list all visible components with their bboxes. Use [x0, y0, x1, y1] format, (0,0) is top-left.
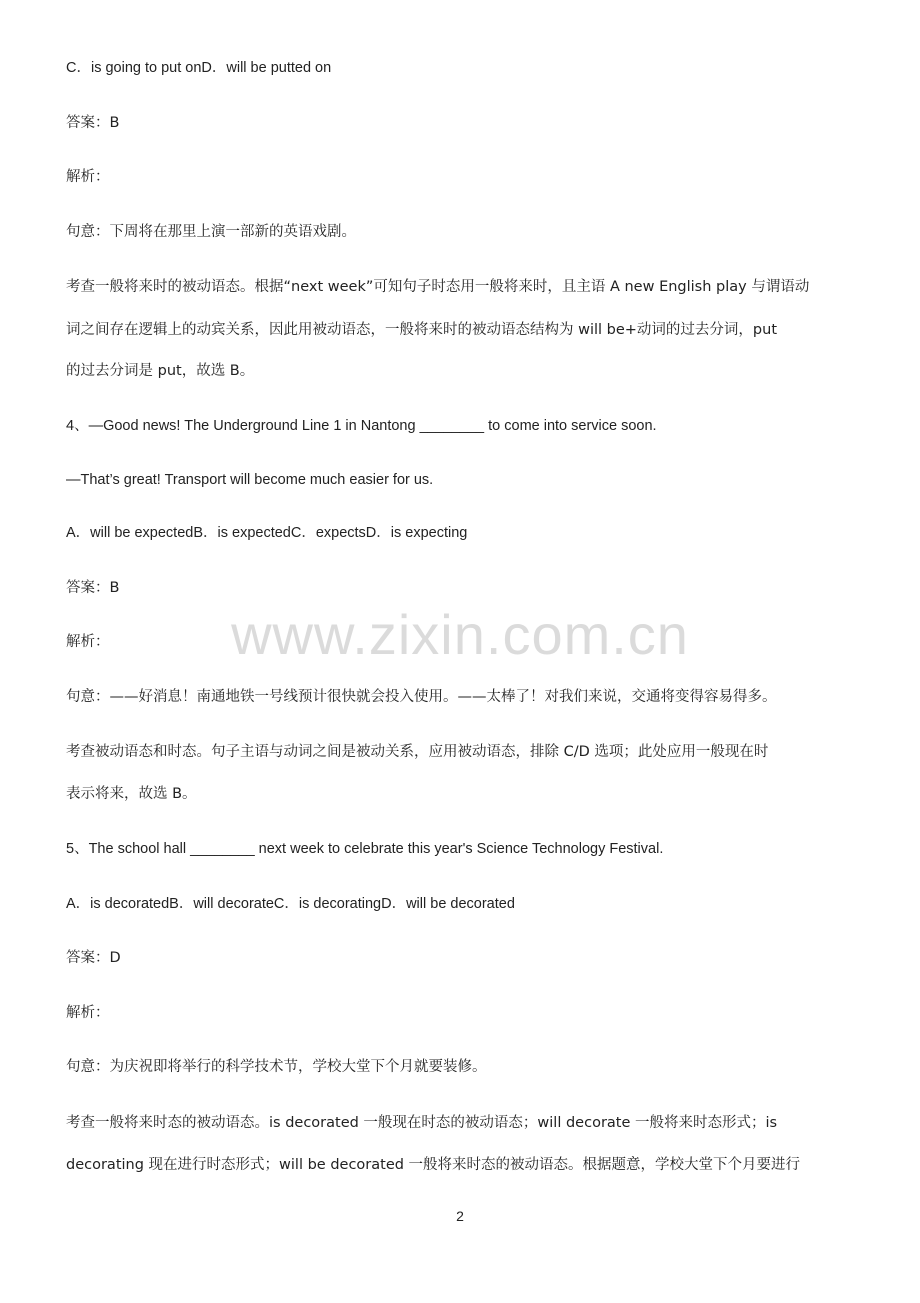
- explanation-q3-line-3: 的过去分词是 put，故选 B。: [66, 363, 255, 379]
- question-5-stem: 5、The school hall ________ next week to celebrate this year's Science Technology Festival.: [66, 841, 664, 857]
- translation-q3: 句意：下周将在那里上演一部新的英语戏剧。: [66, 224, 356, 240]
- analysis-label-q3: 解析：: [66, 169, 110, 185]
- question-4-options: A．will be expectedB．is expectedC．expectsD．is expecting: [66, 525, 468, 541]
- page-number: 2: [456, 1208, 464, 1224]
- explanation-q3-line-1: 考查一般将来时的被动语态。根据“next week”可知句子时态用一般将来时，且主语 A new English play 与谓语动: [66, 279, 810, 295]
- watermark-logo: www.zixin.com.cn: [231, 603, 689, 666]
- explanation-q5-line-1: 考查一般将来时态的被动语态。is decorated 一般现在时态的被动语态；will decorate 一般将来时态形式；is: [66, 1115, 778, 1131]
- option-line-c-d: C．is going to put onD．will be putted on: [66, 60, 332, 76]
- explanation-q4-line-1: 考查被动语态和时态。句子主语与动词之间是被动关系，应用被动语态，排除 C/D 选项；此处应用一般现在时: [66, 744, 769, 760]
- answer-label-q3: 答案：B: [66, 115, 120, 131]
- explanation-q3-line-2: 词之间存在逻辑上的动宾关系，因此用被动语态，一般将来时的被动语态结构为 will be+动词的过去分词，put: [66, 322, 778, 338]
- question-4-stem: 4、—Good news! The Underground Line 1 in Nantong ________ to come into service soon.: [66, 418, 657, 434]
- translation-q5: 句意：为庆祝即将举行的科学技术节，学校大堂下个月就要装修。: [66, 1059, 487, 1075]
- question-5-options: A．is decoratedB．will decorateC．is decoratingD．will be decorated: [66, 896, 515, 912]
- question-4-reply: —That’s great! Transport will become much easier for us.: [66, 472, 434, 488]
- analysis-label-q4: 解析：: [66, 634, 110, 650]
- answer-label-q5: 答案：D: [66, 950, 121, 966]
- answer-label-q4: 答案：B: [66, 580, 120, 596]
- explanation-q5-line-2: decorating 现在进行时态形式；will be decorated 一般将来时态的被动语态。根据题意，学校大堂下个月要进行: [66, 1157, 801, 1173]
- analysis-label-q5: 解析：: [66, 1005, 110, 1021]
- explanation-q4-line-2: 表示将来，故选 B。: [66, 786, 197, 802]
- translation-q4: 句意：——好消息！南通地铁一号线预计很快就会投入使用。——太棒了！对我们来说，交通将变得容易得多。: [66, 689, 777, 705]
